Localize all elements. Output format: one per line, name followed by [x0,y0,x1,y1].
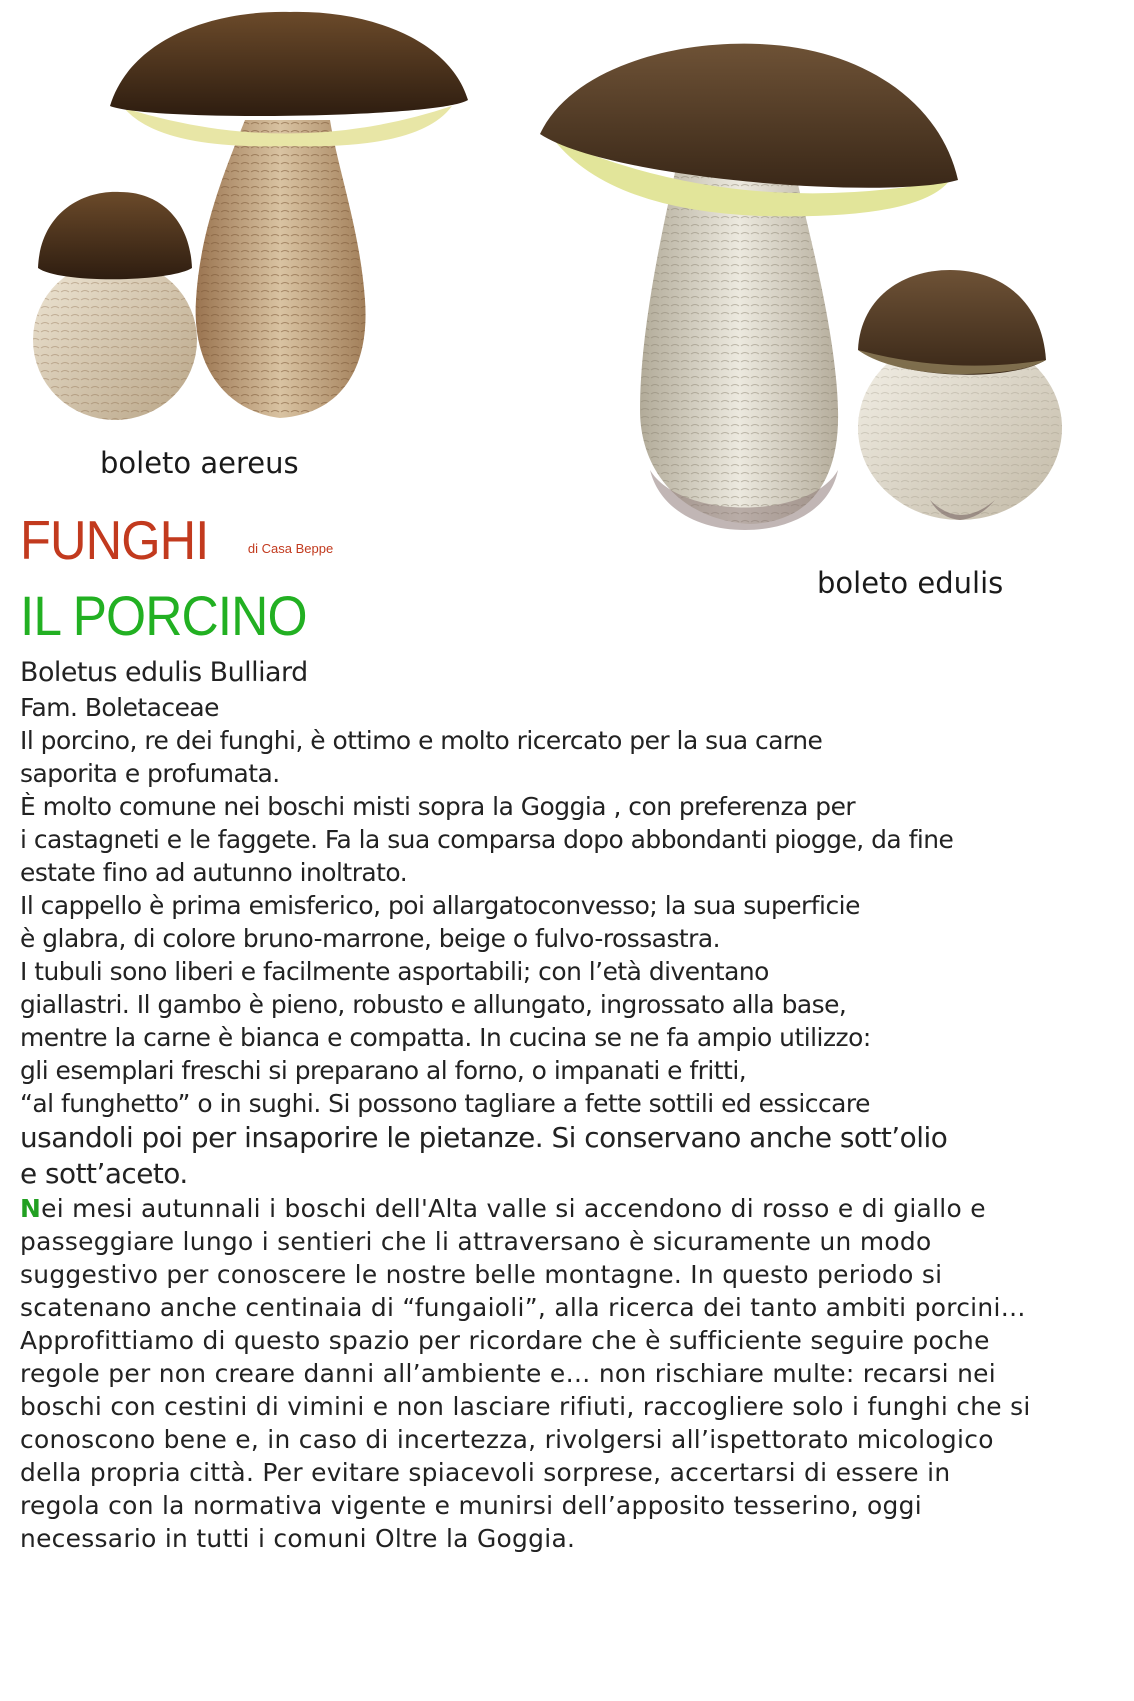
text-line: necessario in tutti i comuni Oltre la Goggia. [20,1524,576,1553]
text-line: boschi con cestini di vimini e non lasciare rifiuti, raccogliere solo i funghi che si [20,1392,1031,1421]
family-name: Fam. Boletaceae [20,693,219,722]
text-line: usandoli poi per insaporire le pietanze. Si conservano anche sott’olio [20,1121,948,1154]
text-line: i castagneti e le faggete. Fa la sua comparsa dopo abbondanti piogge, da fine [20,825,954,854]
text-line: Il porcino, re dei funghi, è ottimo e molto ricercato per la sua carne [20,726,823,755]
text-line: passeggiare lungo i sentieri che li attraversano è sicuramente un modo [20,1227,932,1256]
text-line [20,1192,1115,1225]
text-line: gli esemplari freschi si preparano al forno, o impanati e fritti, [20,1056,747,1085]
text-line: conoscono bene e, in caso di incertezza, rivolgersi all’ispettorato micologico [20,1425,994,1454]
text-line: mentre la carne è bianca e compatta. In cucina se ne fa ampio utilizzo: [20,1023,871,1052]
text-line: estate fino ad autunno inoltrato. [20,858,408,887]
text-line: Il cappello è prima emisferico, poi allargatoconvesso; la sua superficie [20,891,860,920]
brand-subtitle: di Casa Beppe [247,541,334,556]
paragraph-advice [20,1192,1120,1555]
drop-initial: N [20,1194,42,1223]
caption-boleto-edulis: boleto edulis [817,566,1004,600]
text-line: è glabra, di colore bruno-marrone, beige o fulvo-rossastra. [20,924,721,953]
brand-header [20,508,333,572]
text-line: regola con la normativa vigente e munirsi dell’apposito tesserino, oggi [20,1491,922,1520]
article-body [20,655,1120,1555]
text-line: regole per non creare danni all’ambiente e… non rischiare multe: recarsi nei [20,1359,996,1388]
text-line: I tubuli sono liberi e facilmente asportabili; con l’età diventano [20,957,769,986]
brand-title: FUNGHI [20,509,209,571]
text-line: “al funghetto” o in sughi. Si possono tagliare a fette sottili ed essiccare [20,1089,870,1118]
text-line: e sott’aceto. [20,1157,188,1190]
text-fragment: ei mesi autunnali i boschi dell'Alta valle si accendono di rosso e di giallo e [41,1194,986,1223]
caption-boleto-aereus: boleto aereus [100,446,299,480]
text-line: È molto comune nei boschi misti sopra la Goggia , con preferenza per [20,792,856,821]
text-line: suggestivo per conoscere le nostre belle montagne. In questo periodo si [20,1260,943,1289]
text-line: saporita e profumata. [20,759,280,788]
text-line: scatenano anche centinaia di “fungaioli”, alla ricerca dei tanto ambiti porcini… [20,1293,1026,1322]
boleto-edulis-illustration [540,30,1120,560]
text-line: giallastri. Il gambo è pieno, robusto e allungato, ingrossato alla base, [20,990,847,1019]
boleto-aereus-illustration [20,0,500,440]
text-line: della propria città. Per evitare spiacevoli sorprese, accertarsi di essere in [20,1458,951,1487]
paragraph-description [20,724,1120,1192]
text-line: Approfittiamo di questo spazio per ricordare che è sufficiente seguire poche [20,1326,990,1355]
species-name: Boletus edulis Bulliard [20,657,308,688]
page-title: IL PORCINO [20,584,307,647]
